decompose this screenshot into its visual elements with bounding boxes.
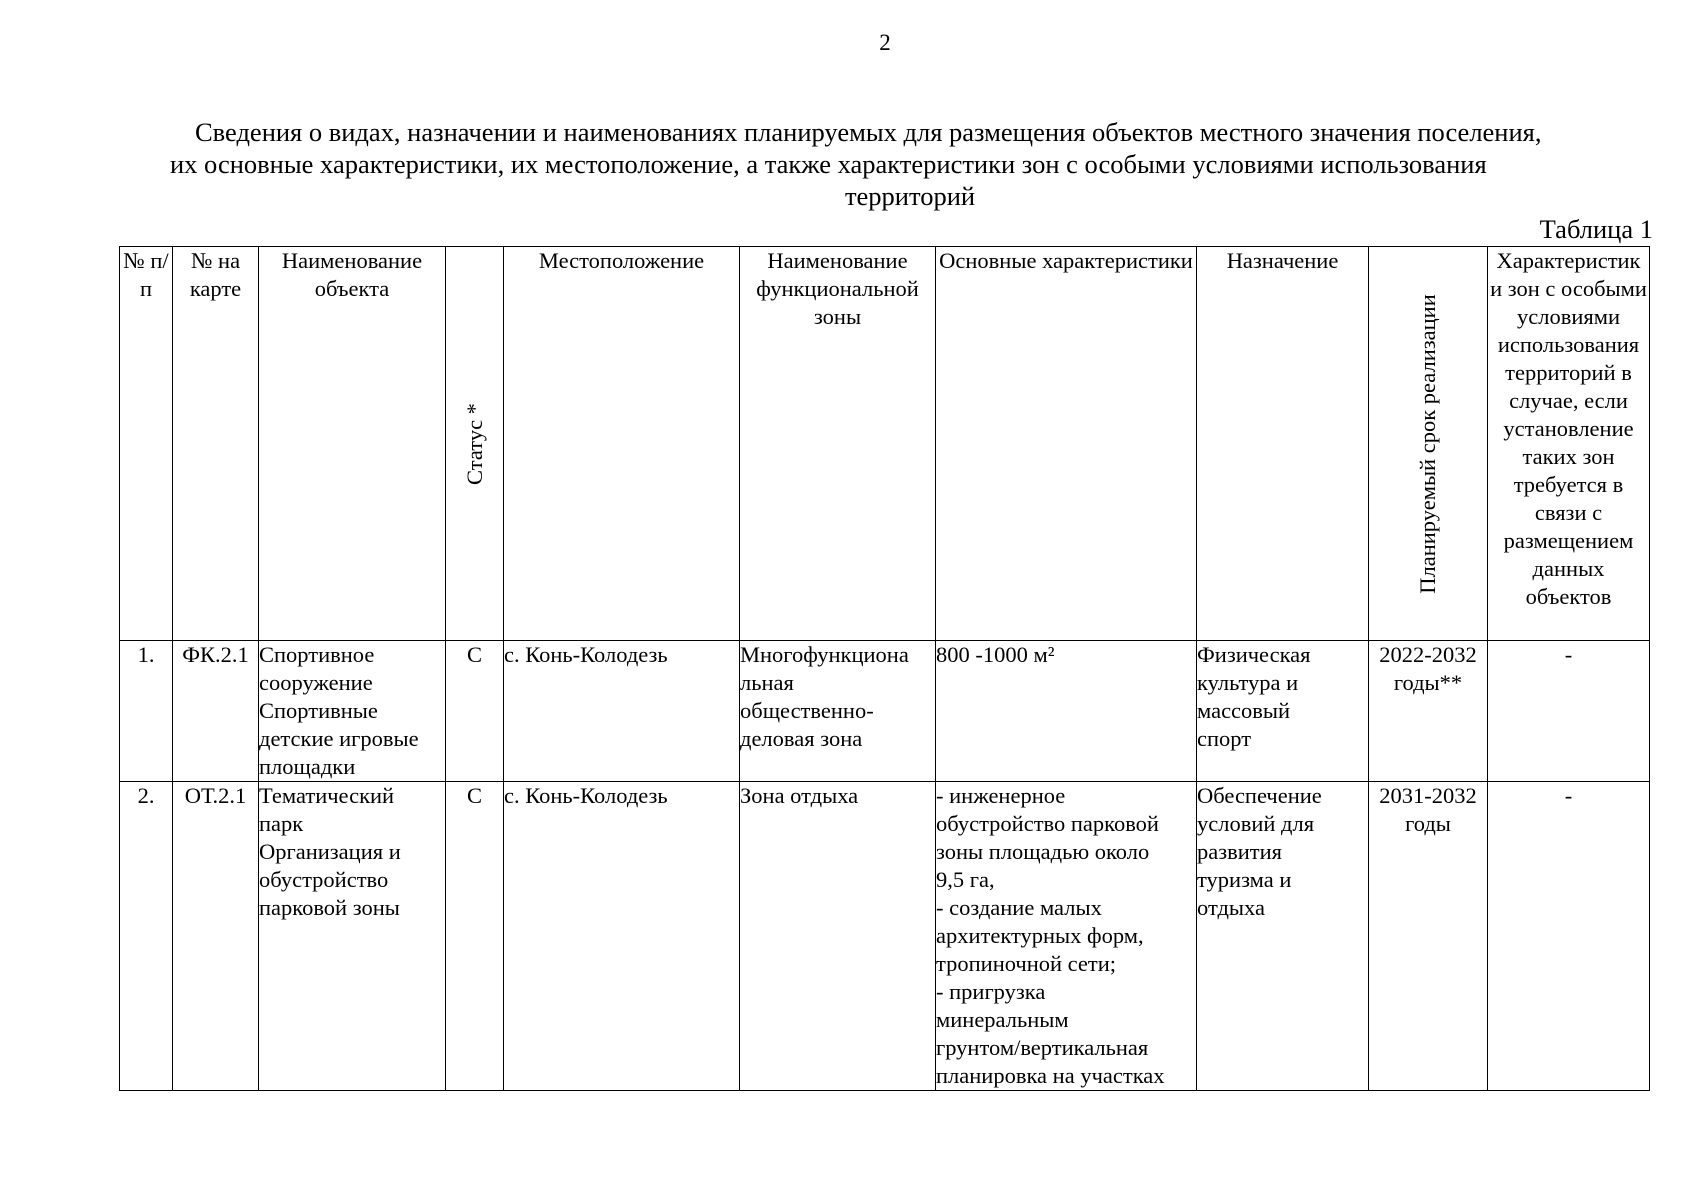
header-zone-name: Наименование функциональной зоны [740, 247, 936, 641]
object-name-line: парк [259, 811, 304, 836]
purpose-line: массовый [1197, 698, 1291, 723]
term-line: 2031-2032 [1379, 783, 1477, 808]
purpose-line: спорт [1197, 726, 1252, 751]
main-char-line: минеральным [936, 1007, 1069, 1032]
cell-purpose [1197, 641, 1369, 782]
table-row [120, 641, 1650, 782]
zone-name-line: льная [740, 670, 794, 695]
cell-num: 1. [120, 641, 173, 782]
header-zone-characteristics: Характеристик и зон с особыми условиями использования территорий в случае, если установление таких зон требуется в связи с размещением данных объектов [1488, 247, 1650, 641]
table-label: Таблица 1 [1539, 214, 1653, 244]
main-char-line: - создание малых [936, 895, 1102, 920]
page-number: 2 [879, 30, 891, 55]
cell-status: С [446, 782, 504, 1091]
header-num: № п/п [120, 247, 173, 641]
main-char-line: грунтом/вертикальная [936, 1035, 1149, 1060]
cell-map-no: ФК.2.1 [173, 641, 259, 782]
cell-zone-characteristics: - [1488, 782, 1650, 1091]
object-name-line: Тематический [259, 783, 395, 808]
term-line: годы** [1393, 670, 1463, 695]
purpose-line: культура и [1197, 670, 1299, 695]
object-name-line: Организация и [259, 839, 401, 864]
cell-status: С [446, 641, 504, 782]
object-name-line: Спортивное [259, 642, 375, 667]
cell-purpose [1197, 782, 1369, 1091]
purpose-line: Обеспечение [1197, 783, 1322, 808]
zone-name-line: общественно- [740, 698, 874, 723]
object-name-line: детские игровые [259, 726, 419, 751]
object-name-line: обустройство [259, 867, 389, 892]
header-status [446, 247, 504, 641]
cell-term [1369, 641, 1488, 782]
object-name-line: площадки [259, 754, 356, 779]
cell-object-name [259, 641, 446, 782]
header-status-text: Статус * [461, 402, 487, 485]
cell-zone-name [740, 782, 936, 1091]
main-char-line: - инженерное [936, 783, 1066, 808]
cell-object-name [259, 782, 446, 1091]
header-term-text: Планируемый срок реализации [1415, 293, 1440, 594]
term-line: 2022-2032 [1379, 642, 1477, 667]
purpose-line: отдыха [1197, 895, 1265, 920]
object-name-line: парковой зоны [259, 895, 400, 920]
cell-main-characteristics: 800 -1000 м² [936, 641, 1197, 782]
zone-name-line: Зона отдыха [740, 783, 859, 808]
objects-table [119, 246, 1650, 1091]
cell-term [1369, 782, 1488, 1091]
term-line: годы [1405, 811, 1451, 836]
main-char-line: планировка на участках [936, 1063, 1165, 1088]
header-object-name: Наименование объекта [259, 247, 446, 641]
main-char-line: тропиночной сети; [936, 951, 1117, 976]
cell-map-no: ОТ.2.1 [173, 782, 259, 1091]
table-row [120, 782, 1650, 1091]
main-char-line: - пригрузка [936, 979, 1046, 1004]
header-purpose: Назначение [1197, 247, 1369, 641]
cell-location: с. Конь-Колодезь [504, 641, 740, 782]
main-char-line: зоны площадью около [936, 839, 1150, 864]
main-char-line: обустройство парковой [936, 811, 1159, 836]
header-map-no: № на карте [173, 247, 259, 641]
zone-name-line: деловая зона [740, 726, 863, 751]
main-char-line: 9,5 га, [936, 867, 995, 892]
main-char-line: архитектурных форм, [936, 923, 1144, 948]
table-header-row [120, 247, 1650, 641]
cell-zone-characteristics: - [1488, 641, 1650, 782]
header-term [1369, 247, 1488, 641]
purpose-line: туризма и [1197, 867, 1292, 892]
title-line-3: территорий [844, 181, 976, 211]
title-line-1: Сведения о видах, назначении и наименованиях планируемых для размещения объектов местного значения поселения, [195, 117, 1542, 147]
cell-zone-name [740, 641, 936, 782]
object-name-line: сооружение [259, 670, 373, 695]
document-title [170, 116, 1650, 212]
cell-main-characteristics [936, 782, 1197, 1091]
title-line-2: их основные характеристики, их местоположение, а также характеристики зон с особыми условиями использования [170, 149, 1487, 179]
header-main-characteristics: Основные характеристики [936, 247, 1197, 641]
purpose-line: развития [1197, 839, 1283, 864]
purpose-line: Физическая [1197, 642, 1311, 667]
purpose-line: условий для [1197, 811, 1315, 836]
cell-num: 2. [120, 782, 173, 1091]
object-name-line: Спортивные [259, 698, 378, 723]
zone-name-line: Многофункциона [740, 642, 909, 667]
header-location: Местоположение [504, 247, 740, 641]
cell-location: с. Конь-Колодезь [504, 782, 740, 1091]
